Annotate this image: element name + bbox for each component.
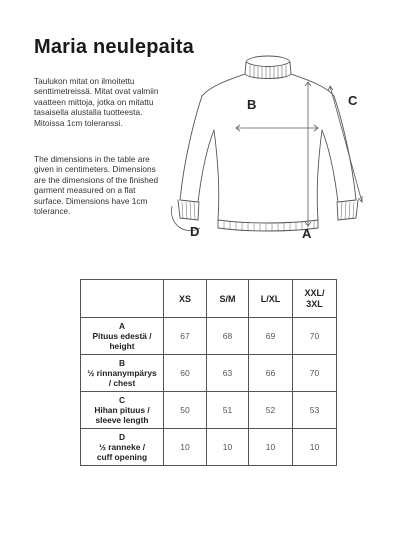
- cell-value: 10: [207, 429, 249, 466]
- cell-value: 63: [207, 355, 249, 392]
- cell-value: 53: [293, 392, 337, 429]
- cell-value: 50: [164, 392, 207, 429]
- cell-value: 66: [249, 355, 293, 392]
- label-b: B: [247, 97, 257, 112]
- header-size-xxl3xl: XXL/ 3XL: [293, 280, 337, 318]
- cell-value: 52: [249, 392, 293, 429]
- cell-value: 70: [293, 355, 337, 392]
- header-size-xs: XS: [164, 280, 207, 318]
- row-label-b: B ½ rinnanympärys / chest: [81, 355, 164, 392]
- row-label-c: C Hihan pituus / sleeve length: [81, 392, 164, 429]
- table-header-row: [81, 280, 337, 318]
- collar-outline: [245, 56, 291, 79]
- description-finnish: Taulukon mitat on ilmoitettu senttimetreissä. Mitat ovat valmiin vaatteen mittoja, jotka on mitattu tasaisella alustalla tuotteesta. Mitoissa 1cm toleranssi.: [34, 76, 159, 128]
- cell-value: 60: [164, 355, 207, 392]
- table-row: [81, 429, 337, 466]
- cell-value: 67: [164, 318, 207, 355]
- table-row: [81, 355, 337, 392]
- cell-value: 51: [207, 392, 249, 429]
- cell-value: 10: [164, 429, 207, 466]
- page-title: Maria neulepaita: [34, 36, 194, 58]
- row-label-d: D ½ ranneke / cuff opening: [81, 429, 164, 466]
- label-a: A: [302, 226, 312, 241]
- size-table: [80, 279, 337, 466]
- description-english: The dimensions in the table are given in centimeters. Dimensions are the dimensions of the finished garment measured on a flat surface. Dimensions have 1cm tolerance.: [34, 154, 159, 217]
- cell-value: 10: [249, 429, 293, 466]
- cell-value: 10: [293, 429, 337, 466]
- table-corner-cell: [81, 280, 164, 318]
- cell-value: 69: [249, 318, 293, 355]
- body-outline: [180, 74, 356, 200]
- header-size-sm: S/M: [207, 280, 249, 318]
- table-row: [81, 318, 337, 355]
- cell-value: 68: [207, 318, 249, 355]
- label-c: C: [348, 93, 358, 108]
- label-d: D: [190, 224, 200, 239]
- row-label-a: A Pituus edestä / height: [81, 318, 164, 355]
- header-size-lxl: L/XL: [249, 280, 293, 318]
- table-row: [81, 392, 337, 429]
- sweater-diagram: [168, 50, 368, 245]
- cell-value: 70: [293, 318, 337, 355]
